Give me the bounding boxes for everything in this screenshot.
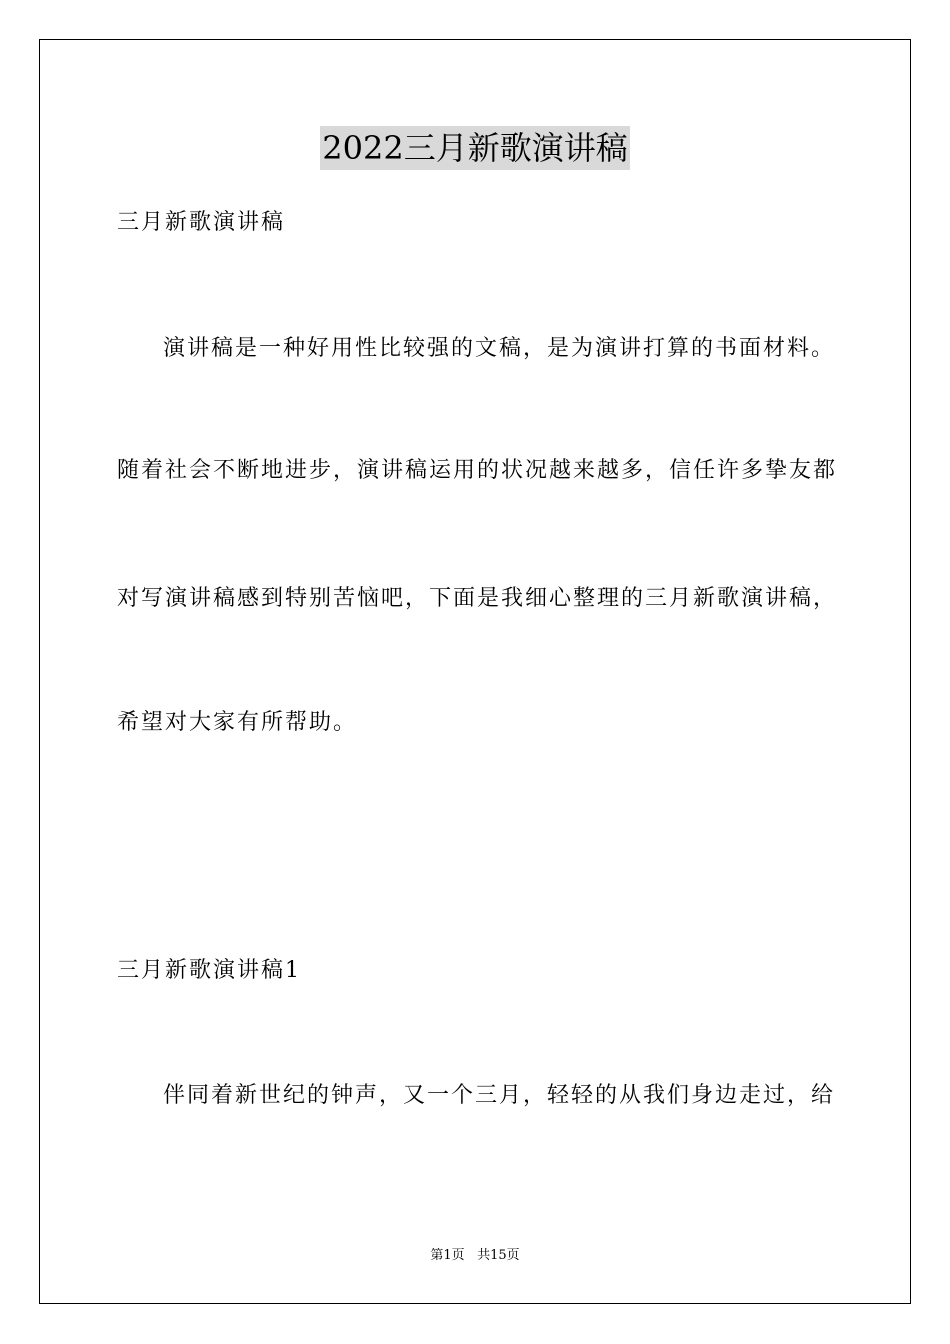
section-heading: 三月新歌演讲稿1: [117, 958, 301, 983]
page-total: 共15页: [477, 1248, 520, 1263]
intro-paragraph-line-3: 对写演讲稿感到特别苦恼吧，下面是我细心整理的三月新歌演讲稿，: [117, 586, 838, 611]
section-paragraph-line-1: 伴同着新世纪的钟声，又一个三月，轻轻的从我们身边走过，给: [163, 1083, 836, 1108]
title-container: [0, 126, 950, 170]
document-subtitle: 三月新歌演讲稿: [117, 210, 286, 235]
intro-paragraph-line-2: 随着社会不断地进步，演讲稿运用的状况越来越多，信任许多挚友都: [117, 458, 838, 483]
document-title: 2022三月新歌演讲稿: [320, 126, 629, 170]
intro-paragraph-line-4: 希望对大家有所帮助。: [117, 710, 358, 735]
page-number: 第1页: [430, 1248, 465, 1263]
intro-paragraph-line-1: 演讲稿是一种好用性比较强的文稿，是为演讲打算的书面材料。: [163, 336, 836, 361]
page-footer: [0, 1247, 950, 1265]
